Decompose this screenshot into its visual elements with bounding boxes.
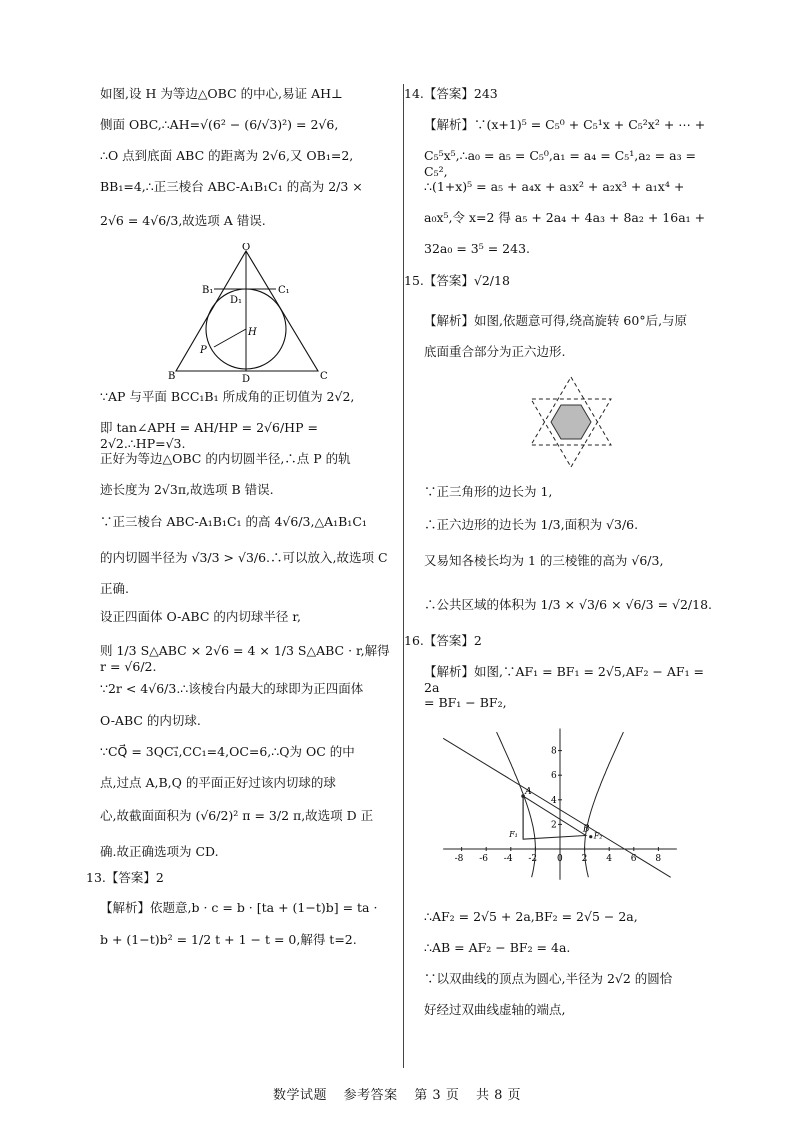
label-C: C — [320, 371, 328, 382]
solution-line: ∵AP 与平面 BCC₁B₁ 所成角的正切值为 2√2, — [100, 389, 355, 404]
q16-section — [404, 633, 716, 1030]
hyperbola-right-branch — [585, 732, 624, 877]
y-tick-label: 2 — [551, 820, 557, 831]
solution-line: 好经过双曲线虚轴的端点, — [424, 1002, 566, 1017]
label-D: D — [242, 374, 251, 383]
solution-line: ∵正三角形的边长为 1, — [424, 484, 553, 499]
solution-line: 底面重合部分为正六边形. — [424, 344, 566, 359]
solution-line: 侧面 OBC,∴AH=√(6² − (6/√3)²) = 2√6, — [100, 117, 339, 132]
solution-line: 正确. — [100, 581, 129, 596]
solution-line: 心,故截面面积为 (√6/2)² π = 3/2 π,故选项 D 正 — [100, 808, 374, 823]
left-column — [86, 86, 392, 960]
label-D1: D₁ — [230, 295, 243, 306]
solution-line: 的内切圆半径为 √3/3 > √3/6.∴可以放入,故选项 C — [100, 550, 388, 565]
solution-line: ∴正六边形的边长为 1/3,面积为 √3/6. — [424, 517, 639, 532]
solution-line: 确.故正确选项为 CD. — [100, 844, 219, 859]
y-tick-label: 8 — [551, 746, 557, 757]
solution-line: ∴AB = AF₂ − BF₂ = 4a. — [424, 940, 571, 955]
solution-line: ∵2r < 4√6/3.∴该棱台内最大的球即为正四面体 — [100, 681, 364, 696]
column-divider — [403, 84, 404, 1068]
q14-section — [404, 86, 716, 273]
footer-total: 共 8 页 — [475, 1088, 522, 1103]
q15-section — [404, 273, 716, 633]
triangle-incircle-figure — [168, 243, 348, 383]
x-tick-label: 6 — [630, 854, 637, 864]
solution-line: = BF₁ − BF₂, — [424, 695, 507, 710]
q13-solution — [100, 900, 392, 960]
solution-line: ∵正三棱台 ABC-A₁B₁C₁ 的高 4√6/3,△A₁B₁C₁ — [100, 514, 367, 529]
y-tick-label: 6 — [551, 771, 557, 782]
solution-line: ∴AF₂ = 2√5 + 2a,BF₂ = 2√5 − 2a, — [424, 909, 638, 924]
solution-line: 即 tan∠APH = AH/HP = 2√6/HP = 2√2.∴HP=√3. — [100, 420, 318, 451]
x-tick-label: 8 — [655, 854, 662, 864]
x-tick-label: 4 — [606, 854, 612, 864]
label-C1: C₁ — [278, 285, 290, 296]
solution-line: ∴公共区域的体积为 1/3 × √3/6 × √6/3 = √2/18. — [424, 597, 713, 612]
point-F2 — [589, 835, 592, 838]
hexagram-figure — [516, 372, 626, 472]
hyperbola-graph — [434, 719, 704, 899]
solution-line: 正好为等边△OBC 的内切圆半径,∴点 P 的轨 — [100, 451, 351, 466]
solution-line: 迹长度为 2√3π,故选项 B 错误. — [100, 482, 274, 497]
solution-line: 【解析】如图,∵AF₁ = BF₁ = 2√5,AF₂ − AF₁ = 2a — [424, 664, 705, 695]
label-F2: F₂ — [593, 831, 603, 841]
page-footer — [0, 1084, 794, 1103]
q16-answer-heading: 16.【答案】2 — [404, 633, 482, 648]
solution-line: 32a₀ = 3⁵ = 243. — [424, 241, 531, 256]
x-tick-label: -4 — [503, 854, 513, 864]
solution-line: 【解析】依题意,b · c = b · [ta + (1−t)b] = ta · — [100, 900, 378, 915]
right-column — [404, 86, 716, 1030]
solution-line: C₅⁵x⁵,∴a₀ = a₅ = C₅⁰,a₁ = a₄ = C₅¹,a₂ = a₃ = C₅², — [424, 148, 697, 179]
solution-line: 【解析】∵(x+1)⁵ = C₅⁰ + C₅¹x + C₅²x² + ⋯ + — [424, 117, 706, 132]
solution-line: BB₁=4,∴正三棱台 ABC-A₁B₁C₁ 的高为 2/3 × — [100, 179, 363, 194]
footer-subject: 数学试题 — [272, 1088, 327, 1103]
label-O: O — [242, 243, 251, 253]
label-B: B — [168, 371, 176, 382]
solution-line: ∵以双曲线的顶点为圆心,半径为 2√2 的圆恰 — [424, 971, 673, 986]
label-P: P — [200, 345, 207, 356]
solution-line: 点,过点 A,B,Q 的平面正好过该内切球的球 — [100, 775, 336, 790]
solution-line: 如图,设 H 为等边△OBC 的中心,易证 AH⊥ — [100, 86, 343, 101]
footer-page: 第 3 页 — [414, 1088, 460, 1103]
q13-section — [86, 870, 392, 900]
solution-line: 则 1/3 S△ABC × 2√6 = 4 × 1/3 S△ABC · r,解得 r = √6/2. — [100, 643, 390, 674]
q12-solution-part2 — [100, 389, 392, 870]
solution-line: 【解析】如图,依题意可得,绕高旋转 60°后,与原 — [424, 313, 688, 328]
label-B: B — [582, 824, 590, 835]
solution-line: 设正四面体 O-ABC 的内切球半径 r, — [100, 609, 301, 624]
label-A: A — [525, 787, 532, 798]
solution-line: 又易知各棱长均为 1 的三棱锥的高为 √6/3, — [424, 553, 664, 568]
solution-line: O-ABC 的内切球. — [100, 713, 201, 728]
solution-line: ∴(1+x)⁵ = a₅ + a₄x + a₃x² + a₂x³ + a₁x⁴ + — [424, 179, 685, 194]
label-H: H — [248, 327, 257, 338]
q14-answer-heading: 14.【答案】243 — [404, 86, 498, 101]
solution-line: ∴O 点到底面 ABC 的距离为 2√6,又 OB₁=2, — [100, 148, 354, 163]
label-F1: F₁ — [509, 830, 518, 840]
q13-answer-heading: 13.【答案】2 — [86, 870, 164, 885]
x-tick-label: 2 — [581, 854, 588, 864]
q12-solution-part1 — [100, 86, 392, 243]
solution-line: 2√6 = 4√6/3,故选项 A 错误. — [100, 213, 266, 228]
x-tick-label: 0 — [557, 854, 563, 864]
footer-section: 参考答案 — [343, 1088, 398, 1103]
x-tick-label: -2 — [528, 854, 538, 864]
solution-line: a₀x⁵,令 x=2 得 a₅ + 2a₄ + 4a₃ + 8a₂ + 16a₁ + — [424, 210, 706, 225]
label-B1: B₁ — [202, 285, 214, 296]
x-tick-label: -6 — [479, 854, 488, 864]
y-tick-label: 4 — [551, 795, 557, 806]
solution-line: b + (1−t)b² = 1/2 t + 1 − t = 0,解得 t=2. — [100, 932, 357, 947]
q15-answer-heading: 15.【答案】√2/18 — [404, 273, 510, 288]
solution-line: ∵CQ⃗ = 3QC₁⃗,CC₁=4,OC=6,∴Q为 OC 的中 — [100, 744, 355, 759]
x-tick-label: -8 — [454, 854, 464, 864]
